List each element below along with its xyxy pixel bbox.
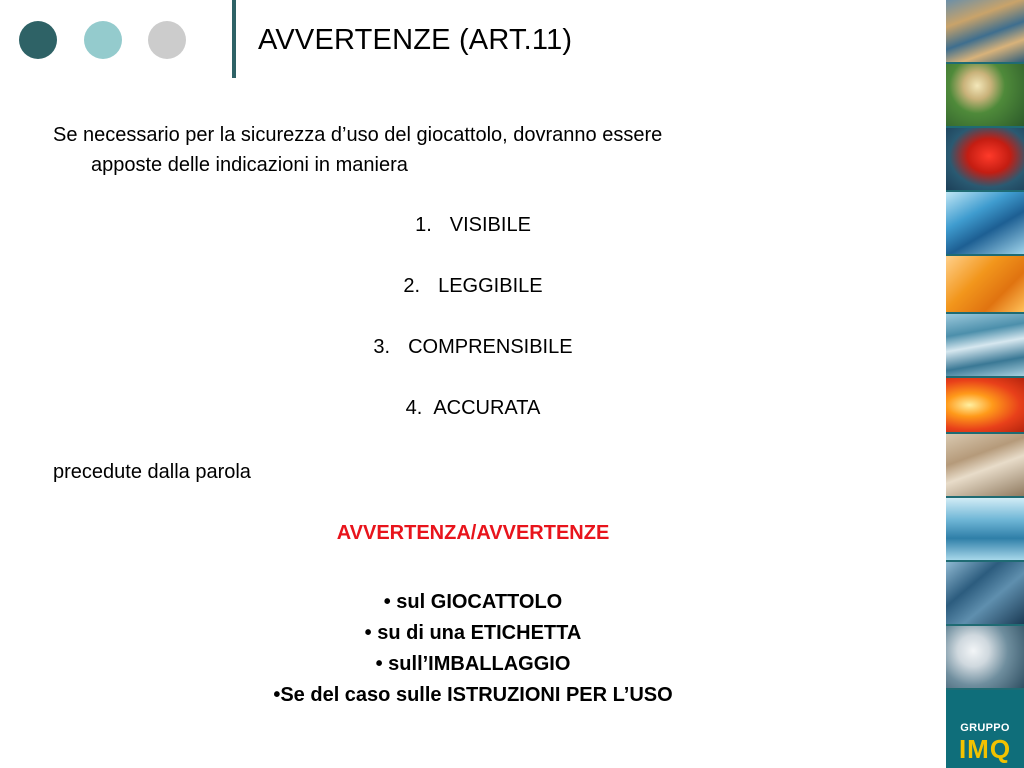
cables-photo-icon	[946, 0, 1024, 62]
blue-machine-photo-icon	[946, 498, 1024, 560]
logo-imq-text: IMQ	[958, 734, 1012, 764]
numbered-item	[0, 272, 946, 300]
imq-logo	[946, 690, 1024, 768]
placement-item: • sull’IMBALLAGGIO	[375, 653, 571, 675]
numbered-item	[0, 394, 946, 422]
orange-glow-photo-icon	[946, 378, 1024, 432]
water-pipes-photo-icon	[946, 314, 1024, 376]
warning-keyword: AVVERTENZA/AVVERTENZE	[336, 522, 610, 544]
item-number: 4.	[405, 397, 423, 419]
intro-line-2: apposte delle indicazioni in maniera	[91, 154, 408, 176]
orange-texture-photo-icon	[946, 256, 1024, 312]
numbered-item	[0, 211, 946, 239]
header-dot-light	[84, 21, 122, 59]
title-divider	[232, 0, 236, 78]
placement-item: •Se del caso sulle ISTRUZIONI PER L’USO	[273, 684, 673, 706]
item-number: 2.	[403, 275, 421, 297]
header-dot-grey	[148, 21, 186, 59]
item-label: VISIBILE	[449, 214, 531, 236]
placement-list	[0, 587, 946, 711]
blue-metal-photo-icon	[946, 192, 1024, 254]
plant-sprout-photo-icon	[946, 64, 1024, 126]
logo-gruppo-text: GRUPPO	[960, 722, 1010, 734]
intro-paragraph	[53, 120, 853, 180]
satellite-dishes-photo-icon	[946, 626, 1024, 688]
header-dot-dark	[19, 21, 57, 59]
item-label: LEGGIBILE	[438, 275, 543, 297]
intro-line-1: Se necessario per la sicurezza d’uso del giocattolo, dovranno essere	[53, 124, 663, 146]
beige-case-photo-icon	[946, 434, 1024, 496]
slide-title: AVVERTENZE (ART.11)	[258, 24, 573, 56]
photo-strip	[946, 0, 1024, 768]
item-number: 3.	[373, 336, 391, 358]
placement-item: • su di una ETICHETTA	[364, 622, 582, 644]
preceded-text: precedute dalla parola	[53, 461, 251, 483]
item-label: ACCURATA	[433, 397, 541, 419]
red-device-photo-icon	[946, 128, 1024, 190]
grid-structure-photo-icon	[946, 562, 1024, 624]
item-number: 1.	[415, 214, 432, 236]
placement-item: • sul GIOCATTOLO	[383, 591, 563, 613]
numbered-item	[0, 333, 946, 361]
item-label: COMPRENSIBILE	[408, 336, 573, 358]
